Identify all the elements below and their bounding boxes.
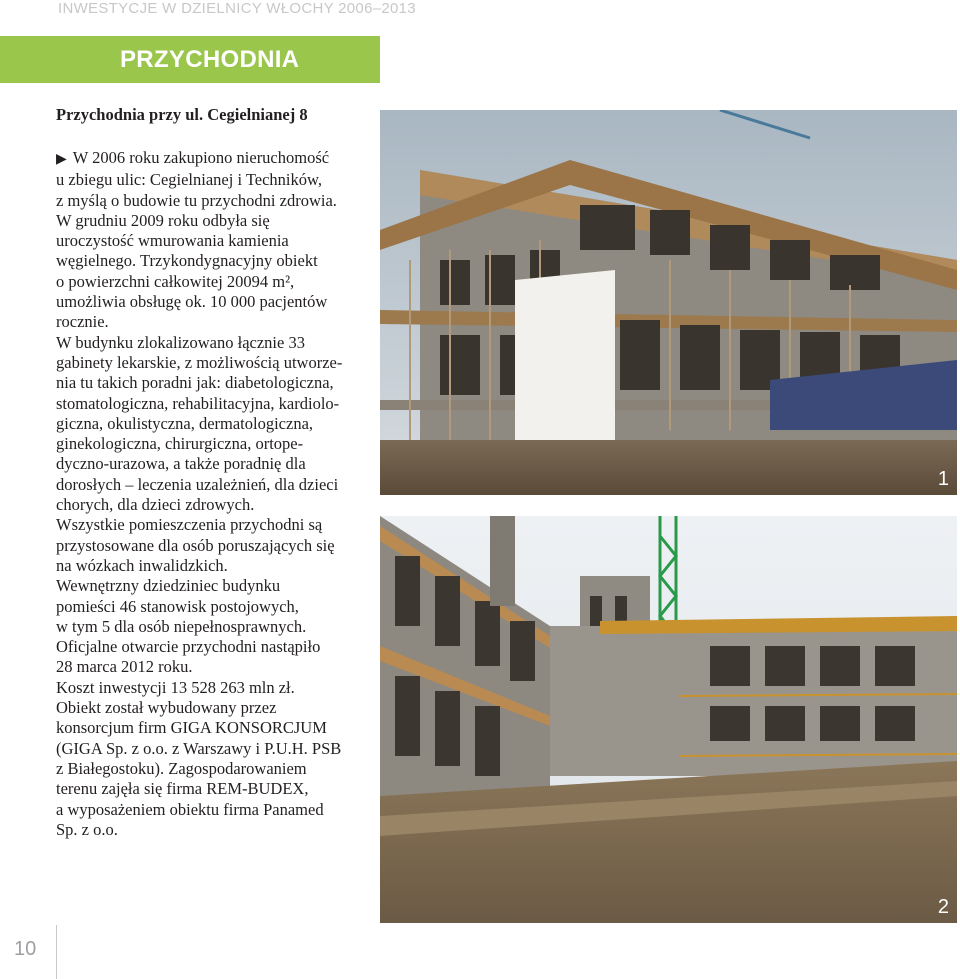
text-line: terenu zajęła się firma REM-BUDEX, <box>56 779 309 799</box>
text-line: umożliwia obsługę ok. 10 000 pacjentów <box>56 292 328 312</box>
text-line: uroczystość wmurowania kamienia <box>56 231 289 251</box>
text-line: pomieści 46 stanowisk postojowych, <box>56 596 299 616</box>
text-line: 28 marca 2012 roku. <box>56 657 193 677</box>
text-line: stomatologiczna, rehabilitacyjna, kardiolo- <box>56 393 340 413</box>
photo-number: 2 <box>937 896 949 918</box>
text-line: na wózkach inwalidzkich. <box>56 555 228 575</box>
section-banner <box>0 36 380 83</box>
page-number: 10 <box>14 938 37 960</box>
text-line: W grudniu 2009 roku odbyła się <box>56 210 270 230</box>
article-subheading: Przychodnia przy ul. Cegielnianej 8 <box>56 105 308 124</box>
text-line: Wewnętrzny dziedziniec budynku <box>56 576 281 596</box>
text-line: węgielnego. Trzykondygnacyjny obiekt <box>56 251 318 271</box>
text-line: konsorcjum firm GIGA KONSORCJUM <box>56 718 327 738</box>
construction-photo-1-image <box>380 110 957 495</box>
text-line: dyczno-urazowa, a także poradnię dla <box>56 454 306 474</box>
construction-photo-2 <box>380 516 957 923</box>
text-line: dorosłych – leczenia uzależnień, dla dzieci <box>56 474 339 494</box>
text-line: a wyposażeniem obiektu firma Panamed <box>56 799 324 819</box>
text-line: nia tu takich poradni jak: diabetologiczna, <box>56 373 334 393</box>
text-line: Koszt inwestycji 13 528 263 mln zł. <box>56 677 295 697</box>
text-line: przystosowane dla osób poruszających się <box>56 535 335 555</box>
text-line: chorych, dla dzieci zdrowych. <box>56 495 255 515</box>
photo-number: 1 <box>937 468 949 490</box>
section-title: PRZYCHODNIA <box>120 46 300 73</box>
text-line: W budynku zlokalizowano łącznie 33 <box>56 332 305 352</box>
text-line: z Białegostoku). Zagospodarowaniem <box>56 758 307 778</box>
text-line: giczna, okulistyczna, dermatologiczna, <box>56 413 314 433</box>
text-line: Sp. z o.o. <box>56 819 118 839</box>
text-line: ginekologiczna, chirurgiczna, ortope- <box>56 434 304 454</box>
running-header: INWESTYCJE W DZIELNICY WŁOCHY 2006–2013 <box>58 0 416 17</box>
text-line: Obiekt został wybudowany przez <box>56 698 277 718</box>
text-line: u zbiegu ulic: Cegielnianej i Techników, <box>56 170 322 190</box>
text-line: Wszystkie pomieszczenia przychodni są <box>56 515 323 535</box>
text-line: z myślą o budowie tu przychodni zdrowia. <box>56 190 337 210</box>
text-line: Oficjalne otwarcie przychodni nastąpiło <box>56 637 321 657</box>
text-line: rocznie. <box>56 312 109 332</box>
construction-photo-2-image <box>380 516 957 923</box>
text-line: gabinety lekarskie, z możliwością utworze- <box>56 352 343 372</box>
text-line: (GIGA Sp. z o.o. z Warszawy i P.U.H. PSB <box>56 738 342 758</box>
text-line: o powierzchni całkowitej 20094 m², <box>56 271 295 291</box>
construction-photo-1 <box>380 110 957 495</box>
text-line: w tym 5 dla osób niepełnosprawnych. <box>56 616 307 636</box>
page-rule <box>56 925 57 979</box>
triangle-right-icon: ▶ <box>56 152 67 167</box>
text-line: ▶ W 2006 roku zakupiono nieruchomość <box>56 148 330 167</box>
article-body <box>56 148 376 840</box>
